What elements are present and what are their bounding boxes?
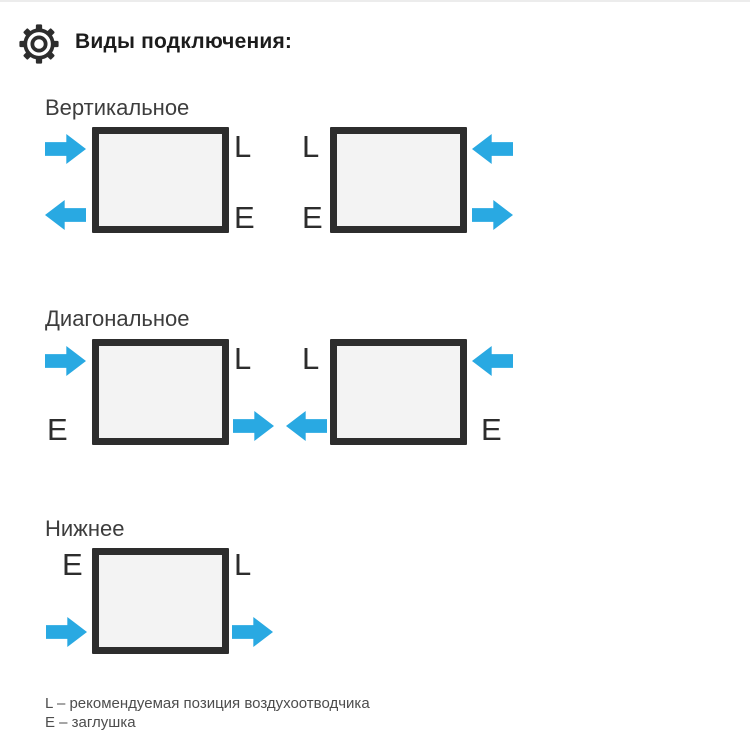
radiator-body [92,548,229,654]
section-title-diagonal: Диагональное [45,306,190,331]
page-title: Виды подключения: [75,30,293,53]
legend-air-vent: L – рекомендуемая позиция воздухоотводчика [45,695,370,712]
air-vent-label: L [234,129,252,164]
flow-out-arrow-right-icon [233,411,274,441]
radiator-body [92,339,229,445]
legend-plug: E – заглушка [45,714,136,731]
radiator-body [330,339,467,445]
radiator-body [330,127,467,233]
plug-label: E [481,412,502,447]
plug-label: E [234,200,255,235]
air-vent-label: L [302,341,320,376]
plug-label: E [302,200,323,235]
flow-out-arrow-left-icon [286,411,327,441]
flow-in-arrow-left-icon [472,134,513,164]
plug-label: E [47,412,68,447]
air-vent-label: L [234,547,252,582]
flow-out-arrow-right-icon [232,617,273,647]
plug-label: E [62,547,83,582]
gear-icon [19,24,59,64]
flow-in-arrow-right-icon [45,134,86,164]
flow-in-arrow-left-icon [472,346,513,376]
air-vent-label: L [302,129,320,164]
flow-out-arrow-right-icon [472,200,513,230]
air-vent-label: L [234,341,252,376]
radiator-body [92,127,229,233]
bottom-divider [0,0,750,2]
flow-in-arrow-right-icon [46,617,87,647]
flow-out-arrow-left-icon [45,200,86,230]
section-title-vertical: Вертикальное [45,95,190,120]
flow-in-arrow-right-icon [45,346,86,376]
section-title-bottom: Нижнее [45,516,125,541]
